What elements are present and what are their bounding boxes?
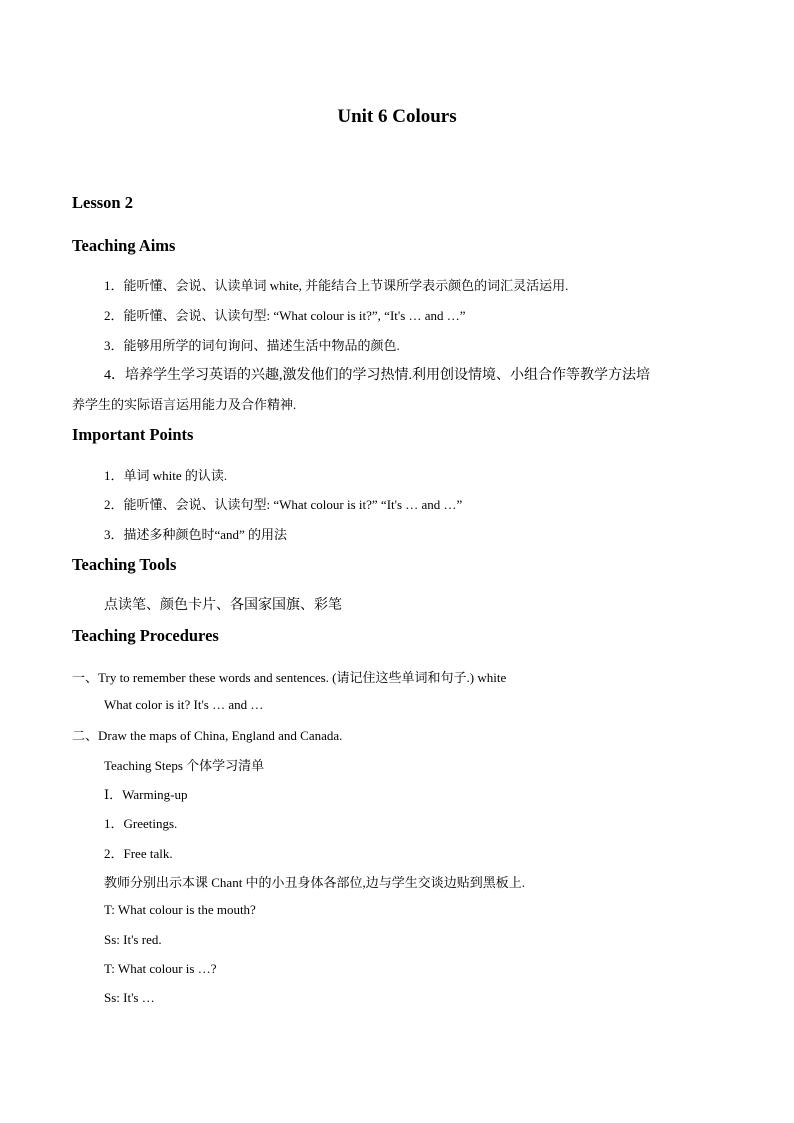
point-item-2: 2．能听懂、会说、认读句型: “What colour is it?” “It's … and …”: [104, 497, 463, 512]
point-item-1: 1．单词 white 的认读.: [104, 468, 228, 483]
teaching-aims-heading: Teaching Aims: [72, 236, 176, 255]
procedure-line-6: 1．Greetings.: [104, 816, 178, 831]
important-points-heading: Important Points: [72, 425, 194, 444]
aim-item-1: 1．能听懂、会说、认读单词 white, 并能结合上节课所学表示颜色的词汇灵活运用.: [104, 278, 569, 293]
lesson-heading: Lesson 2: [72, 193, 133, 212]
procedure-line-4: Teaching Steps 个体学习清单: [104, 758, 265, 773]
aim-item-4: 4．培养学生学习英语的兴趣,激发他们的学习热情.利用创设情境、小组合作等教学方法培: [104, 368, 650, 383]
teaching-tools-heading: Teaching Tools: [72, 555, 177, 574]
teaching-procedures-heading: Teaching Procedures: [72, 626, 219, 645]
procedure-line-12: Ss: It's …: [104, 990, 155, 1005]
procedure-line-9: T: What colour is the mouth?: [104, 902, 256, 917]
procedure-line-7: 2．Free talk.: [104, 846, 173, 861]
aim-item-2: 2．能听懂、会说、认读句型: “What colour is it?”, “It's … and …”: [104, 308, 466, 323]
procedure-line-3: 二、Draw the maps of China, England and Canada.: [72, 728, 343, 743]
page-title: Unit 6 Colours: [337, 106, 457, 127]
teaching-tools-text: 点读笔、颜色卡片、各国家国旗、彩笔: [104, 598, 342, 613]
procedure-line-8: 教师分别出示本课 Chant 中的小丑身体各部位,边与学生交谈边贴到黑板上.: [104, 875, 526, 890]
procedure-line-10: Ss: It's red.: [104, 932, 162, 947]
procedure-line-2: What color is it? It's … and …: [104, 697, 264, 712]
procedure-line-1: 一、Try to remember these words and sentences. (请记住这些单词和句子.) white: [72, 670, 507, 685]
procedure-line-11: T: What colour is …?: [104, 961, 217, 976]
aim-item-3: 3．能够用所学的词句询问、描述生活中物品的颜色.: [104, 338, 400, 353]
point-item-3: 3．描述多种颜色时“and” 的用法: [104, 527, 288, 542]
procedure-line-5: Ⅰ．Warming-up: [104, 787, 188, 802]
aim-item-4-continued: 养学生的实际语言运用能力及合作精神.: [72, 397, 297, 412]
